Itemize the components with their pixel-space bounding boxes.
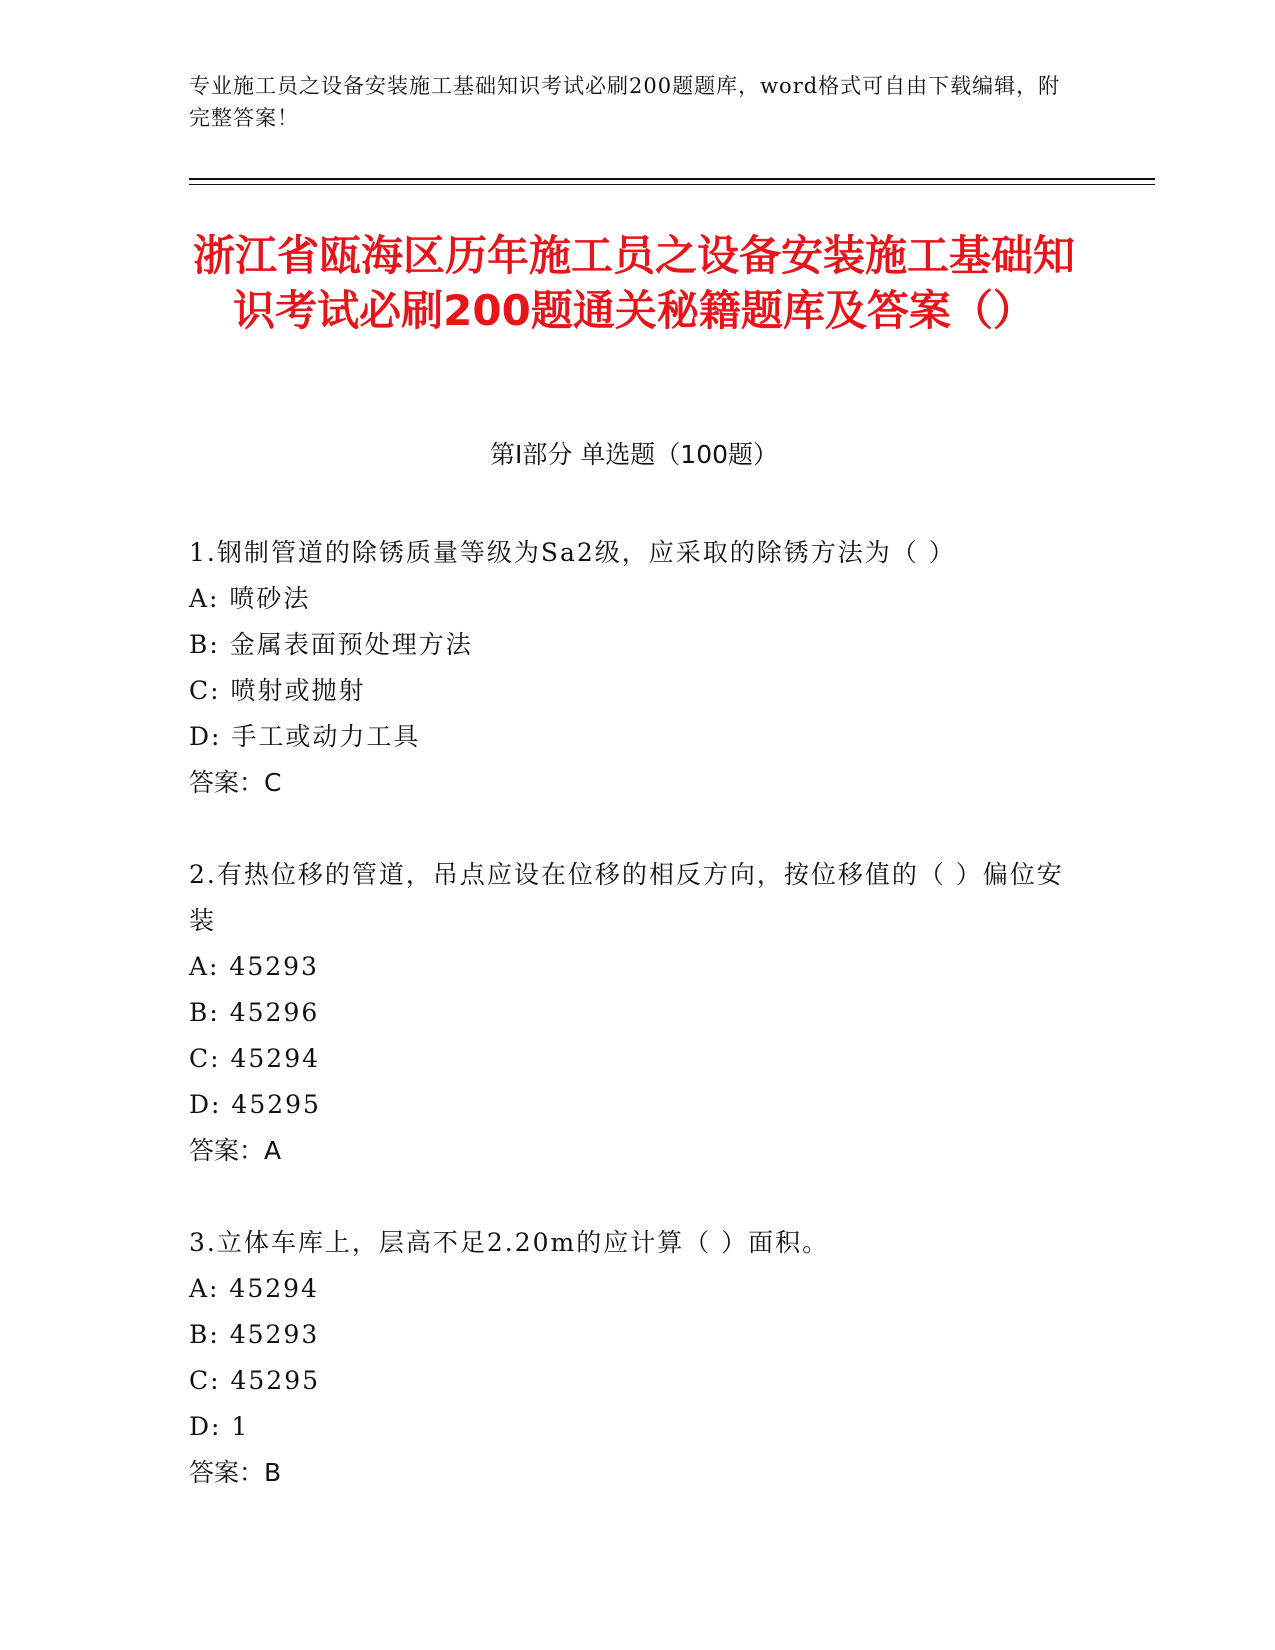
option-c: C: 45295 <box>189 1366 321 1395</box>
option-a: A: 45294 <box>189 1274 319 1303</box>
option-c: C: 喷射或抛射 <box>189 676 366 705</box>
question-item <box>189 1220 1079 1496</box>
option-d: D: 手工或动力工具 <box>189 722 421 751</box>
answer-line: 答案：C <box>189 768 282 797</box>
option-a: A: 45293 <box>189 952 319 981</box>
option-b: B: 金属表面预处理方法 <box>189 630 473 659</box>
answer-line: 答案：B <box>189 1458 282 1487</box>
question-stem: 2.有热位移的管道，吊点应设在位移的相反方向，按位移值的（ ）偏位安装 <box>189 860 1064 935</box>
option-c: C: 45294 <box>189 1044 321 1073</box>
header-note: 专业施工员之设备安装施工基础知识考试必刷200题题库，word格式可自由下载编辑，附完整答案！ <box>189 74 1061 130</box>
question-item <box>189 530 1079 806</box>
header-divider-thick <box>189 178 1155 180</box>
option-d: D: 45295 <box>189 1090 321 1119</box>
option-a: A: 喷砂法 <box>189 584 311 613</box>
option-b: B: 45296 <box>189 998 320 1027</box>
answer-line: 答案：A <box>189 1136 282 1165</box>
question-list <box>189 530 1079 1542</box>
section-heading: 第I部分 单选题（100题） <box>489 440 779 469</box>
option-b: B: 45293 <box>189 1320 320 1349</box>
document-title: 浙江省瓯海区历年施工员之设备安装施工基础知识考试必刷200题通关秘籍题库及答案（） <box>192 231 1075 335</box>
question-stem: 3.立体车库上，层高不足2.20m的应计算（ ）面积。 <box>189 1228 830 1257</box>
question-item <box>189 852 1079 1174</box>
question-stem: 1.钢制管道的除锈质量等级为Sa2级，应采取的除锈方法为（ ） <box>189 538 956 567</box>
header-divider-thin <box>189 184 1155 185</box>
option-d: D: 1 <box>189 1412 250 1441</box>
